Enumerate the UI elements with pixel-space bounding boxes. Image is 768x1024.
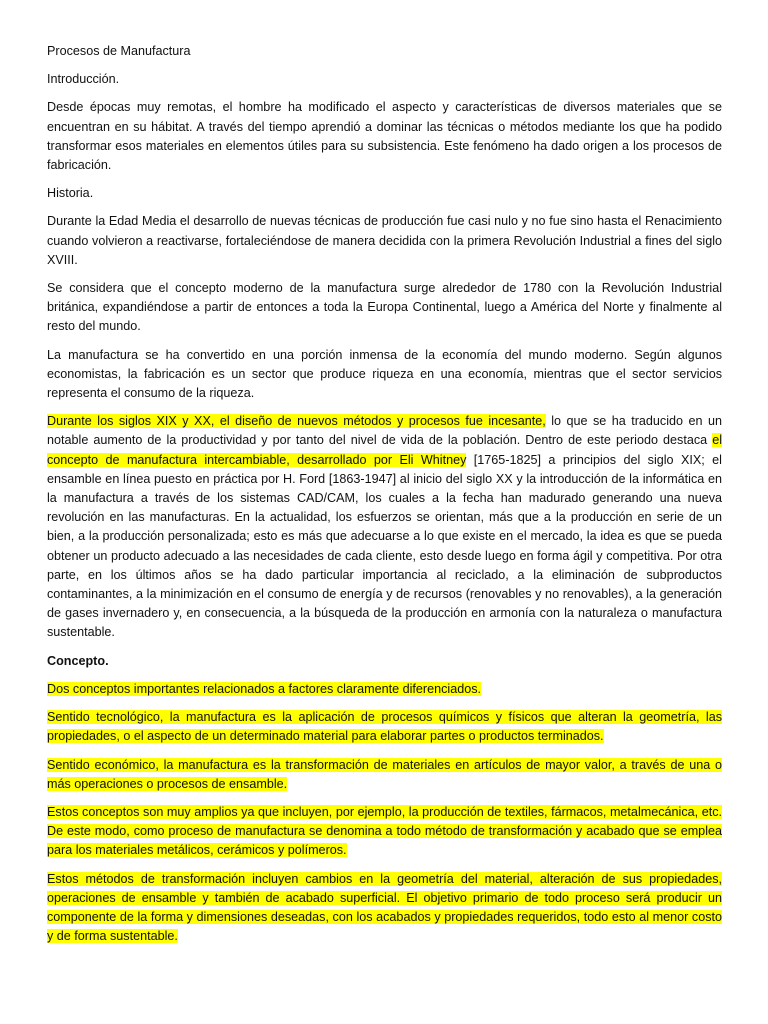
history-paragraph-4 xyxy=(47,412,722,642)
document-body xyxy=(47,42,722,955)
history-paragraph-4-text-1: lo que se ha traducido en un notable aumento de la productividad y por tanto del nivel de vida de la población. Dentro de este periodo destaca xyxy=(47,414,722,448)
concept-paragraph-3-text: Sentido económico, la manufactura es la transformación de materiales en artículos de mayor valor, a través de una o más operaciones o procesos de ensamble. xyxy=(47,757,722,791)
history-paragraph-2: Se considera que el concepto moderno de la manufactura surge alrededor de 1780 con la Revolución Industrial británica, expandiéndose a partir de entonces a toda la Europa Continental, luego a América del Norte y finalmente al resto del mundo. xyxy=(47,281,722,334)
concept-paragraph-5 xyxy=(47,870,722,947)
intro-heading: Introducción. xyxy=(47,72,120,87)
concept-heading: Concepto. xyxy=(47,653,109,668)
concept-paragraph-4-text: Estos conceptos son muy amplios ya que incluyen, por ejemplo, la producción de textiles, fármacos, metalmecánica, etc. De este modo, como proceso de manufactura se denomina a todo método de transformación y acabado que se emplea para los materiales metálicos, cerámicos y polímeros. xyxy=(47,804,722,858)
concept-paragraph-2-text: Sentido tecnológico, la manufactura es la aplicación de procesos químicos y físicos que alteran la geometría, las propiedades, o el aspecto de un determinado material para elaborar partes o productos terminados. xyxy=(47,710,722,744)
history-heading: Historia. xyxy=(47,186,94,201)
document-title: Procesos de Manufactura xyxy=(47,44,191,58)
history-paragraph-1: Durante la Edad Media el desarrollo de nuevas técnicas de producción fue casi nulo y no fue sino hasta el Renacimiento cuando volvieron a reactivarse, fortaleciéndose de manera decidida con la primera Revolución Industrial a fines del siglo XVIII. xyxy=(47,214,722,267)
concept-paragraph-5-text: Estos métodos de transformación incluyen cambios en la geometría del material, alteración de sus propiedades, operaciones de ensamble y también de acabado superficial. El objetivo primario de todo proceso será producir un componente de la forma y dimensiones deseadas, con los acabados y propiedades requeridos, todo esto al menor costo y de forma sustentable. xyxy=(47,871,722,944)
history-paragraph-4-text-2: [1765-1825] a principios del siglo XIX; el ensamble en línea puesto en práctica por H. Ford [1863-1947] al inicio del siglo XX y la introducción de la informática en la manufactura a través de los sistemas CAD/CAM, los cuales a la fecha han madurado generando una nueva revolución en las manufacturas. En la actualidad, los esfuerzos se orientan, más que a la producción en serie de un bien, a la producción personalizada; esto es más que adecuarse a lo que existe en el mercado, la idea es que se pueda obtener un producto adecuado a las necesidades de cada cliente, esto desde luego en forma ágil y competitiva. Por otra parte, en los últimos años se ha dado particular importancia al reciclado, a la eliminación de subproductos contaminantes, a la minimización en el consumo de energía y de recursos (renovables y no renovables), a la generación de gases invernadero y, en consecuencia, a la búsqueda de la producción en armonía con la naturaleza o manufactura sustentable. xyxy=(47,452,722,640)
highlight-siglos: Durante los siglos XIX y XX, el diseño de nuevos métodos y procesos fue incesante, xyxy=(47,414,546,429)
intro-paragraph: Desde épocas muy remotas, el hombre ha modificado el aspecto y características de diversos materiales que se encuentran en su hábitat. A través del tiempo aprendió a dominar las técnicas o métodos mediante los que ha podido transformar esos materiales en elementos útiles para su subsistencia. Este fenómeno ha dado origen a los procesos de fabricación. xyxy=(47,100,722,173)
history-paragraph-3: La manufactura se ha convertido en una porción inmensa de la economía del mundo moderno. Según algunos economistas, la fabricación es un sector que produce riqueza en una economía, mientras que el sector servicios representa el consumo de la riqueza. xyxy=(47,347,722,401)
concept-paragraph-3 xyxy=(47,756,722,794)
highlight-eli-whitney: el concepto de manufactura intercambiable, desarrollado por Eli Whitney xyxy=(47,433,722,467)
concept-paragraph-2 xyxy=(47,708,722,746)
concept-paragraph-4 xyxy=(47,803,722,861)
concept-paragraph-1 xyxy=(47,680,722,699)
concept-paragraph-1-text: Dos conceptos importantes relacionados a factores claramente diferenciados. xyxy=(47,681,482,696)
